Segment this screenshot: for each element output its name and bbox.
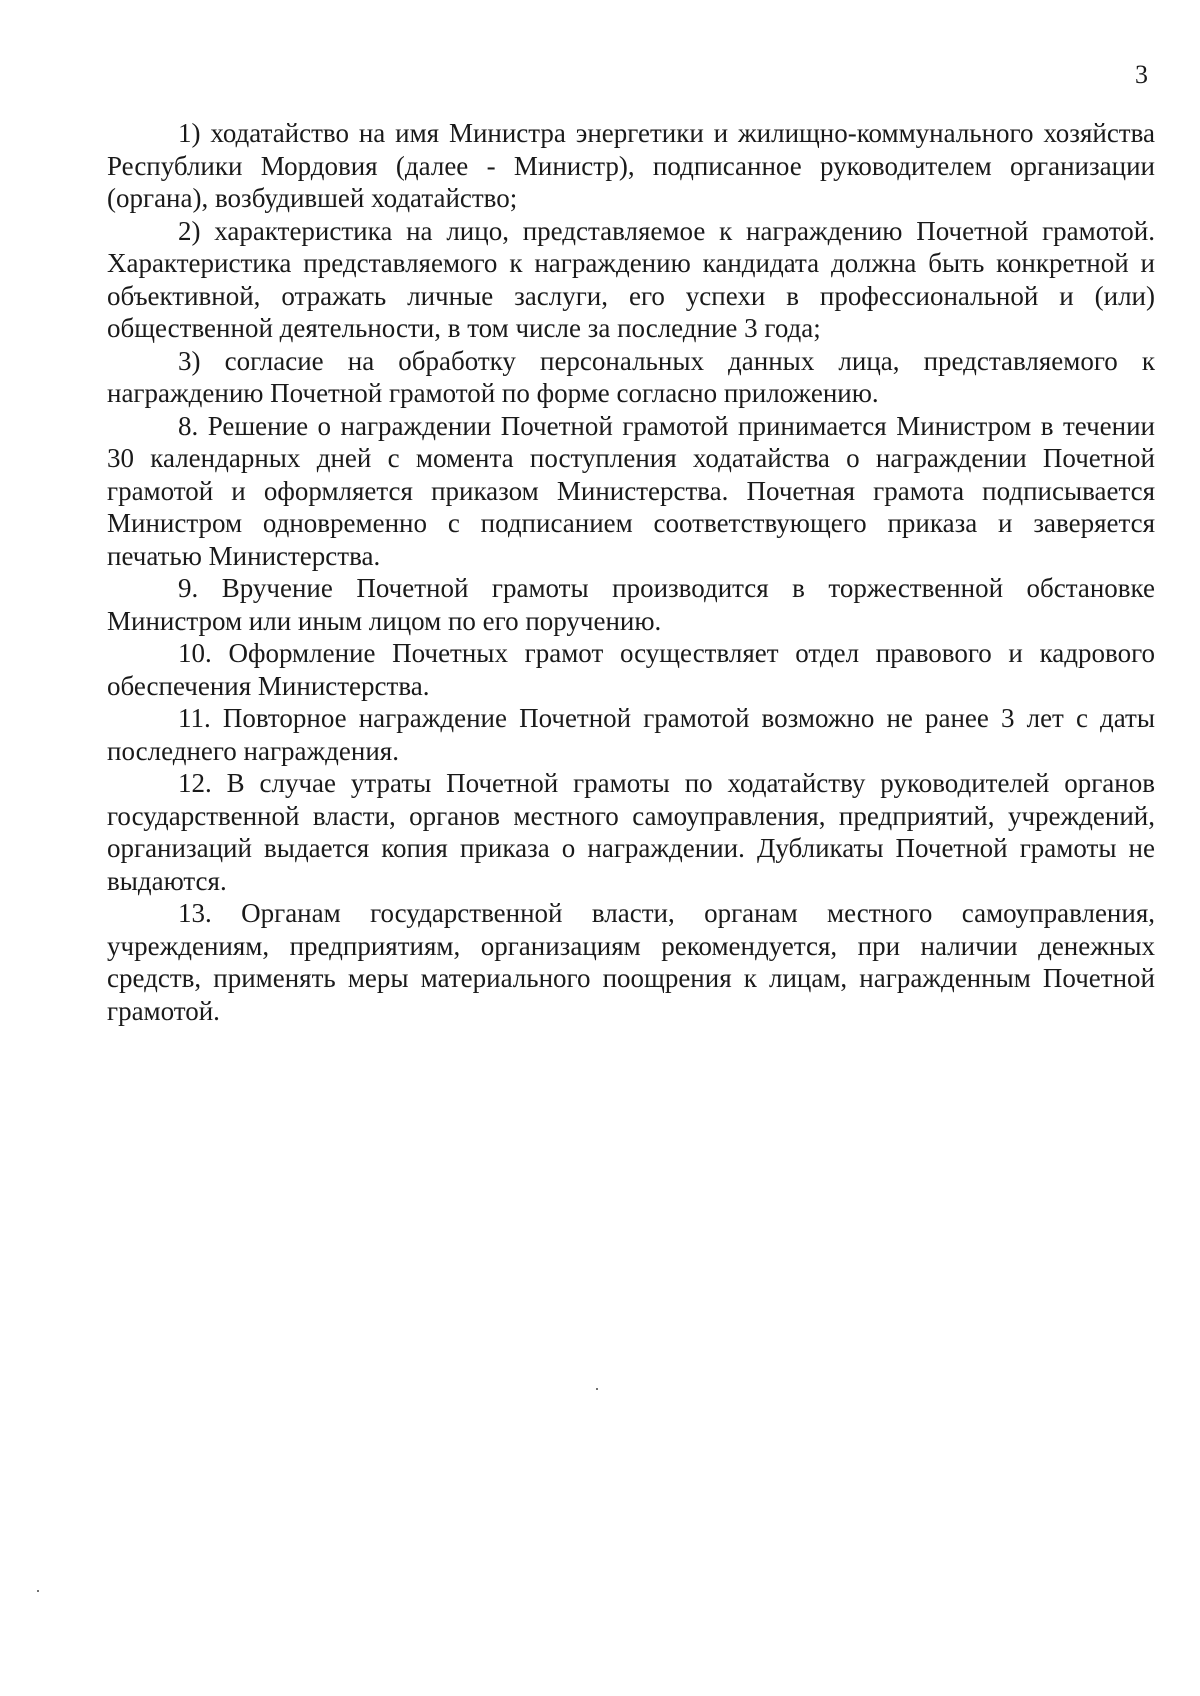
page-number: 3 (1135, 60, 1148, 89)
paragraph-clause-8: 8. Решение о награждении Почетной грамотой принимается Министром в течении 30 календарных дней с момента поступления ходатайства о награждении Почетной грамотой и оформляется приказом Министерства. Почетная грамота подписывается Министром одновременно с подписанием соответствующего приказа и заверяется печатью Министерства. (107, 410, 1155, 571)
paragraph-clause-12: 12. В случае утраты Почетной грамоты по ходатайству руководителей органов государственной власти, органов местного самоуправления, предприятий, учреждений, организаций выдается копия приказа о награждении. Дубликаты Почетной грамоты не выдаются. (107, 768, 1155, 896)
paragraph-clause-13: 13. Органам государственной власти, органам местного самоуправления, учреждениям, предприятиям, организациям рекомендуется, при наличии денежных средств, применять меры материального поощрения к лицам, награжденным Почетной грамотой. (107, 898, 1155, 1026)
paragraph-clause-10: 10. Оформление Почетных грамот осуществляет отдел правового и кадрового обеспечения Министерства. (107, 638, 1155, 701)
paragraph-clause-11: 11. Повторное награждение Почетной грамотой возможно не ранее 3 лет с даты последнего награждения. (107, 703, 1155, 766)
document-body (107, 117, 1155, 1027)
scan-speck-center (596, 1388, 598, 1390)
paragraph-item-2-characteristic: 2) характеристика на лицо, представляемое к награждению Почетной грамотой. Характеристика представляемого к награждению кандидата должна быть конкретной и объективной, отражать личные заслуги, его успехи в профессиональной и (или) общественной деятельности, в том числе за последние 3 года; (107, 215, 1155, 343)
paragraph-item-1-petition: 1) ходатайство на имя Министра энергетики и жилищно-коммунального хозяйства Республики Мордовия (далее - Министр), подписанное руководителем организации (органа), возбудившей ходатайство; (107, 118, 1155, 213)
paragraph-clause-9: 9. Вручение Почетной грамоты производится в торжественной обстановке Министром или иным лицом по его поручению. (107, 573, 1155, 636)
paragraph-item-3-consent: 3) согласие на обработку персональных данных лица, представляемого к награждению Почетной грамотой по форме согласно приложению. (107, 345, 1155, 408)
scan-speck-left (37, 1590, 39, 1592)
